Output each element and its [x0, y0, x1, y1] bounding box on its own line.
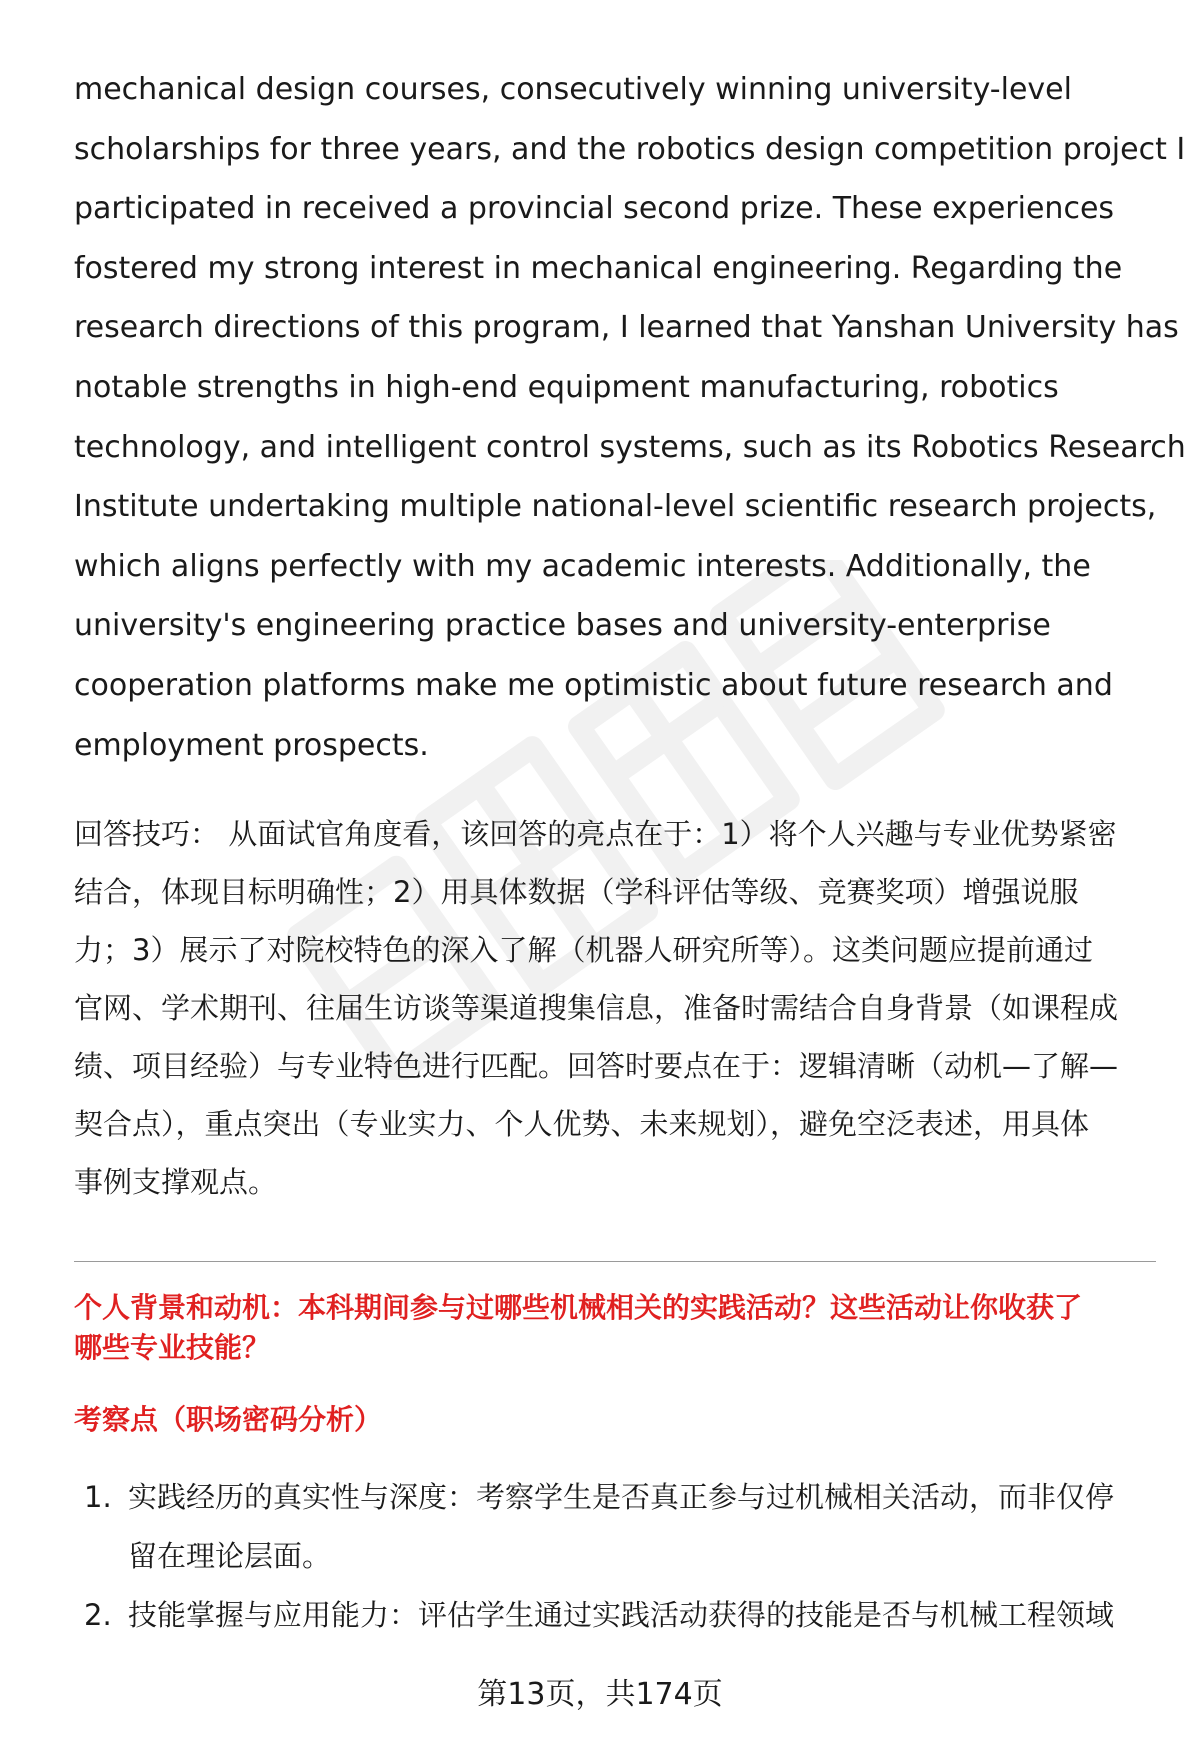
list-item [74, 1468, 1154, 1586]
assessment-points-list [74, 1468, 1154, 1645]
text-line: scholarships for three years, and the robotics design competition project I [74, 131, 1186, 167]
text-line: 官网、学术期刊、往届生访谈等渠道搜集信息，准备时需结合自身背景（如课程成 [74, 991, 1119, 1026]
text-line: 力；3）展示了对院校特色的深入了解（机器人研究所等）。这类问题应提前通过 [74, 933, 1093, 968]
text-line: notable strengths in high-end equipment manufacturing, robotics [74, 369, 1059, 405]
page-content [74, 60, 1186, 1645]
section-divider [74, 1261, 1156, 1262]
text-line: 技能掌握与应用能力：评估学生通过实践活动获得的技能是否与机械工程领域 [128, 1598, 1115, 1633]
text-line: technology, and intelligent control systems, such as its Robotics Research [74, 429, 1186, 465]
text-line: university's engineering practice bases and university-enterprise [74, 608, 1051, 644]
text-line: 留在理论层面。 [128, 1539, 332, 1574]
text-line: fostered my strong interest in mechanical engineering. Regarding the [74, 250, 1123, 286]
text-line: employment prospects. [74, 727, 429, 763]
text-line: 回答技巧： 从面试官角度看，该回答的亮点在于：1）将个人兴趣与专业优势紧密 [74, 817, 1117, 852]
english-answer-paragraph [74, 60, 1186, 775]
text-line: which aligns perfectly with my academic interests. Additionally, the [74, 548, 1091, 584]
text-line: 契合点），重点突出（专业实力、个人优势、未来规划），避免空泛表述，用具体 [74, 1107, 1090, 1142]
list-item [74, 1586, 1154, 1645]
list-item-number: 2. [84, 1598, 112, 1633]
text-line: 个人背景和动机：本科期间参与过哪些机械相关的实践活动？这些活动让你收获了 [74, 1291, 1083, 1325]
answer-tips-paragraph [74, 805, 1154, 1211]
text-line: 实践经历的真实性与深度：考察学生是否真正参与过机械相关活动，而非仅停 [128, 1480, 1115, 1515]
text-line: 事例支撑观点。 [74, 1165, 278, 1200]
text-line: 绩、项目经验）与专业特色进行匹配。回答时要点在于：逻辑清晰（动机—了解— [74, 1049, 1119, 1084]
text-line: cooperation platforms make me optimistic about future research and [74, 667, 1113, 703]
text-line: participated in received a provincial second prize. These experiences [74, 191, 1115, 227]
text-line: 哪些专业技能？ [74, 1331, 271, 1365]
list-item-number: 1. [84, 1480, 112, 1515]
text-line: Institute undertaking multiple national-level scientific research projects, [74, 489, 1157, 525]
question-heading [74, 1288, 1154, 1368]
page-number-footer: 第13页，共174页 [477, 1677, 723, 1712]
text-line: research directions of this program, I learned that Yanshan University has [74, 310, 1179, 346]
text-line: mechanical design courses, consecutively winning university-level [74, 72, 1072, 107]
text-line: 结合，体现目标明确性；2）用具体数据（学科评估等级、竞赛奖项）增强说服 [74, 875, 1079, 910]
assessment-heading: 考察点（职场密码分析） [74, 1403, 383, 1437]
